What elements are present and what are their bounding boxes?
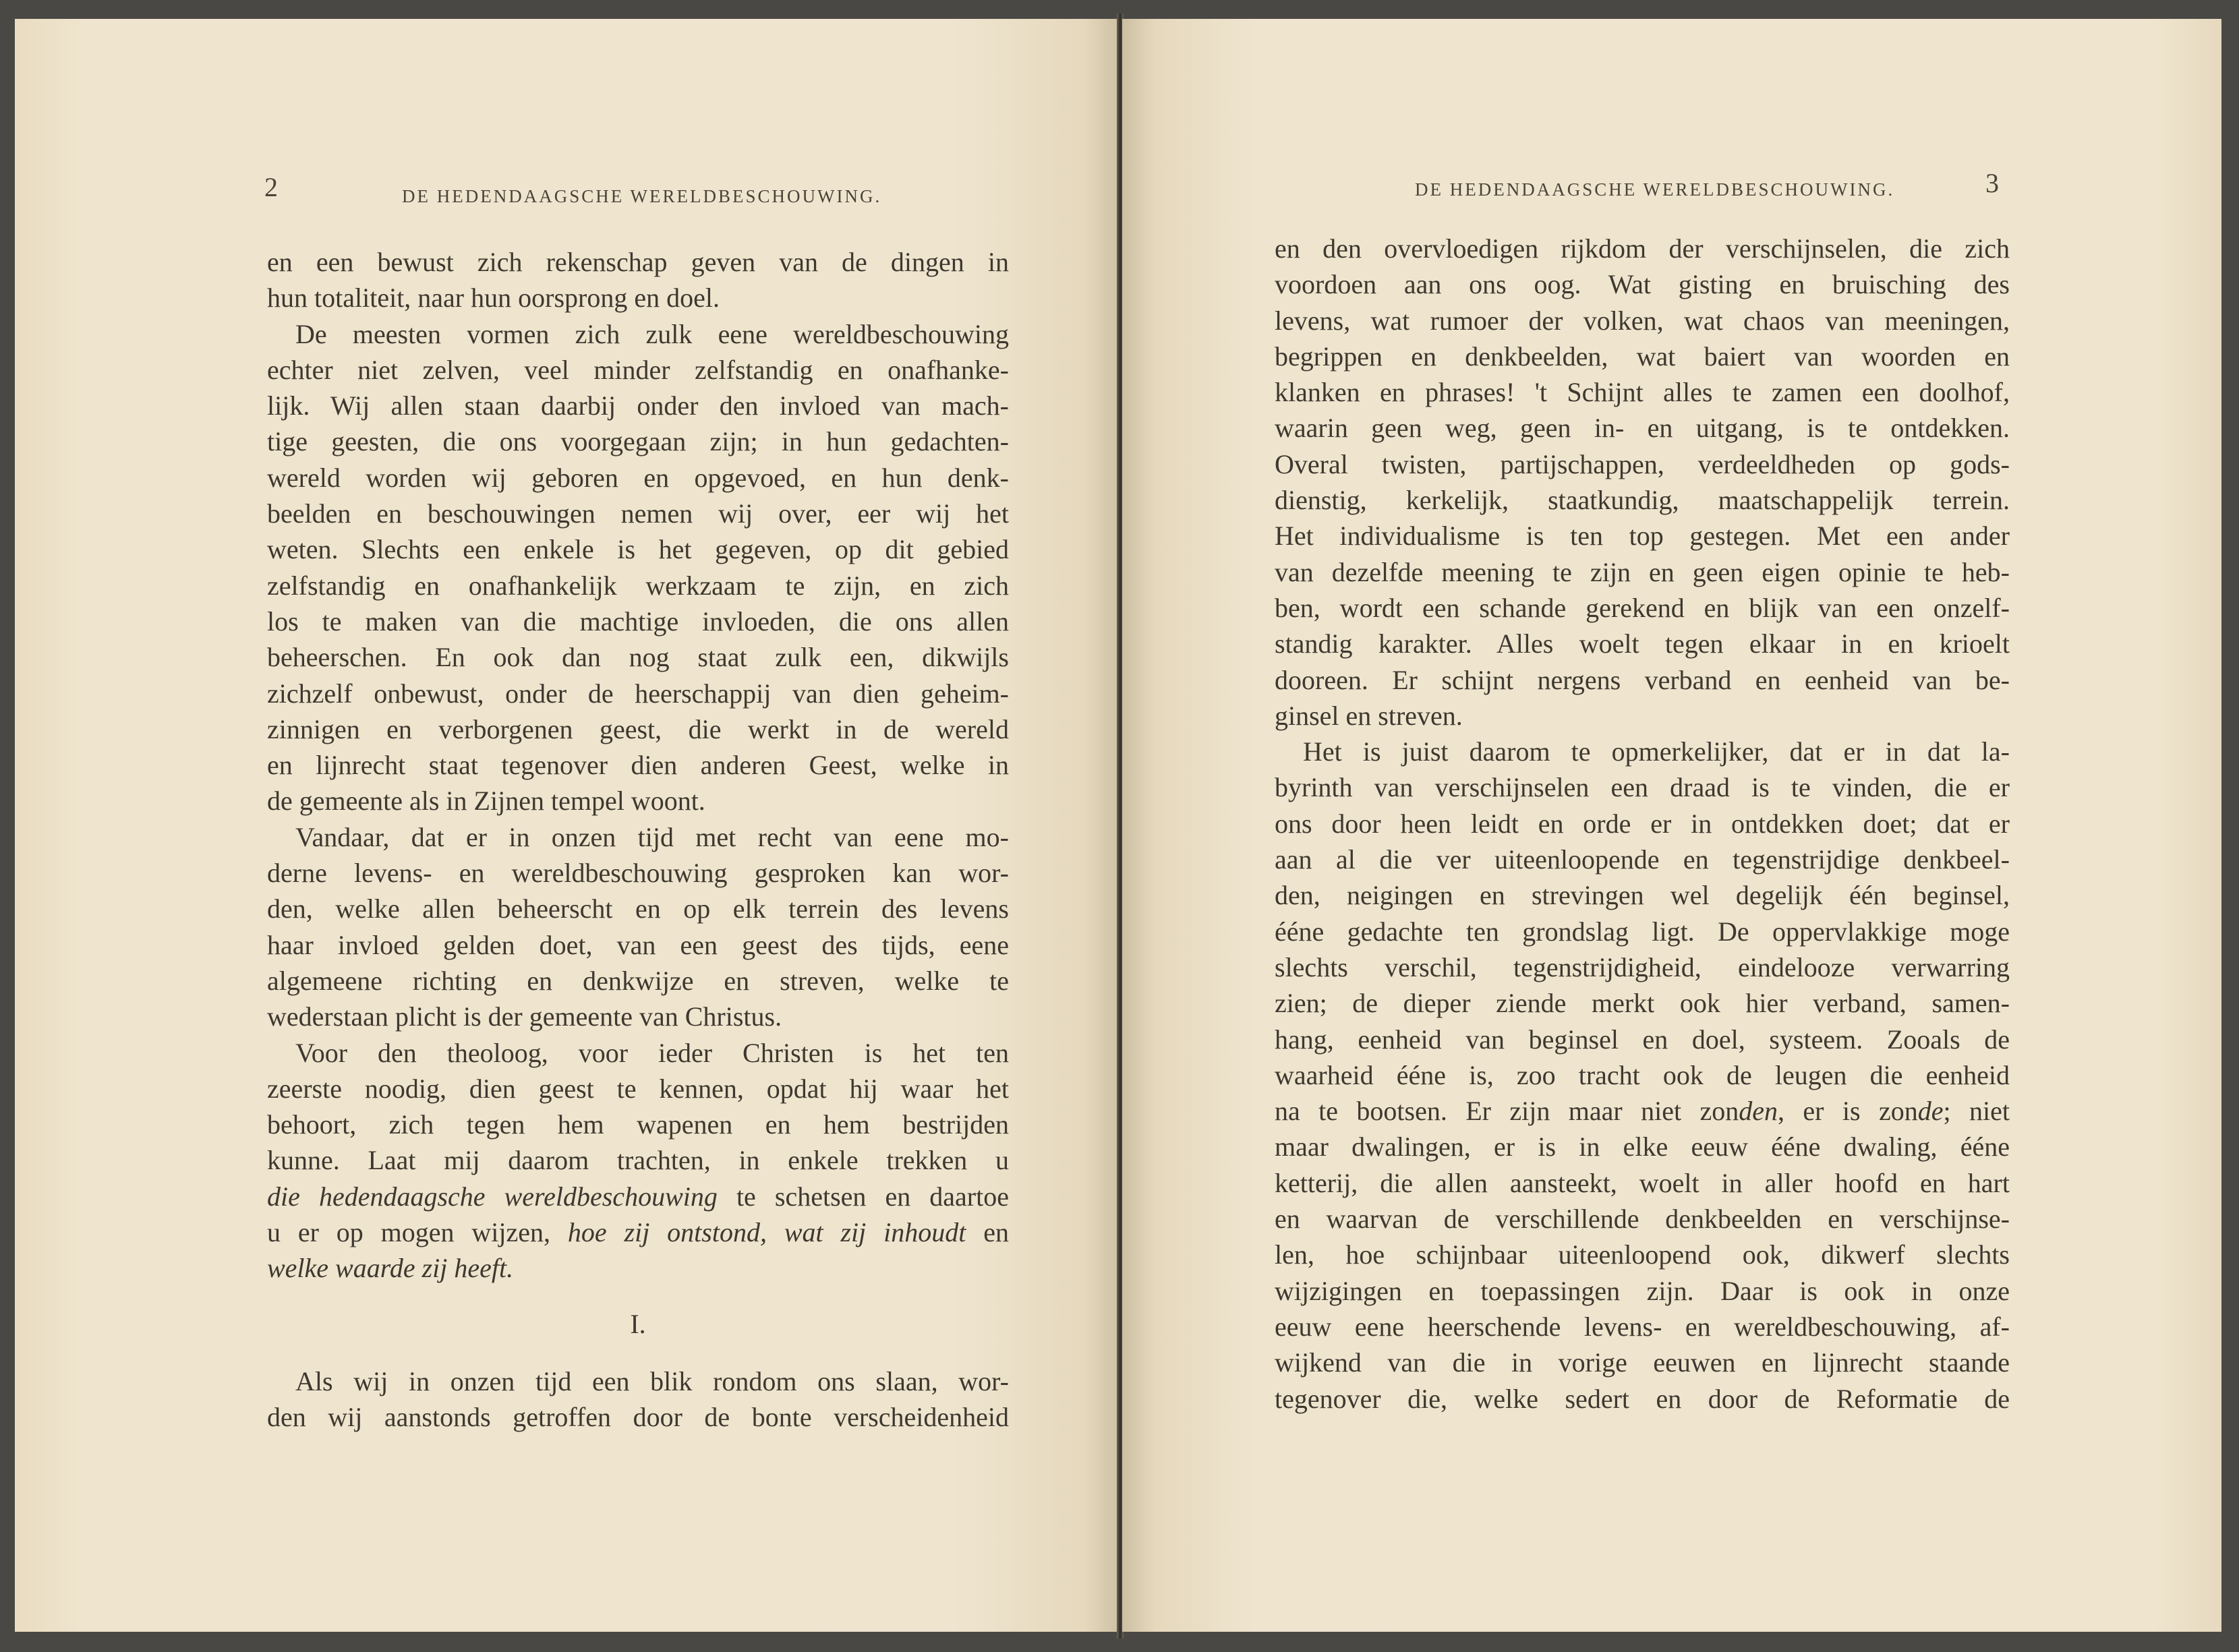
text-line: beelden en beschouwingen nemen wij over, eer wij het bbox=[267, 498, 1009, 529]
text-line: Voor den theoloog, voor ieder Christen is het ten bbox=[295, 1037, 1009, 1068]
text-fragment: , er is zon bbox=[1778, 1096, 1918, 1127]
text-line: zelfstandig en onafhankelijk werkzaam te zijn, en zich bbox=[267, 570, 1009, 601]
text-fragment: ; niet bbox=[1943, 1096, 2010, 1127]
text-line: kunne. Laat mij daarom trachten, in enkele trekken u bbox=[267, 1145, 1009, 1176]
section-numeral: I. bbox=[630, 1309, 646, 1339]
text-line: zeerste noodig, dien geest te kennen, opdat hij waar het bbox=[267, 1073, 1009, 1104]
text-line: standig karakter. Alles woelt tegen elkaar in en krioelt bbox=[1275, 628, 2010, 659]
text-line: byrinth van verschijnselen een draad is te vinden, die er bbox=[1275, 772, 2010, 803]
text-line: en waarvan de verschillende denkbeelden en verschijnse- bbox=[1275, 1204, 2010, 1235]
left-page bbox=[15, 19, 1118, 1632]
text-line: beheerschen. En ook dan nog staat zulk een, dikwijls bbox=[267, 642, 1009, 673]
text-line: wederstaan plicht is der gemeente van Christus. bbox=[267, 1001, 782, 1032]
text-line: Het is juist daarom te opmerkelijker, dat er in dat la- bbox=[1303, 736, 2010, 767]
text-line: hun totaliteit, naar hun oorsprong en doel. bbox=[267, 283, 720, 314]
text-line: waarheid ééne is, zoo tracht ook de leugen die eenheid bbox=[1275, 1059, 2010, 1090]
text-line bbox=[267, 1214, 1009, 1250]
text-line: van dezelfde meening te zijn en geen eigen opinie te heb- bbox=[1275, 556, 2010, 587]
text-line: en een bewust zich rekenschap geven van de dingen in bbox=[267, 247, 1009, 277]
text-line: ginsel en streven. bbox=[1275, 700, 1463, 731]
text-line: tegenover die, welke sedert en door de Reformatie de bbox=[1275, 1383, 2010, 1414]
text-line bbox=[267, 1179, 1009, 1214]
text-fragment: u er op mogen wijzen, bbox=[267, 1217, 568, 1248]
text-line bbox=[1275, 1093, 2010, 1129]
body-text bbox=[267, 244, 1009, 1287]
text-line: ben, wordt een schande gerekend en blijk van een onzelf- bbox=[1275, 592, 2010, 623]
text-line: De meesten vormen zich zulk eene wereldbeschouwing bbox=[295, 318, 1009, 349]
text-line: zichzelf onbewust, onder de heerschappij van dien geheim- bbox=[267, 678, 1009, 709]
text-line: dooreen. Er schijnt nergens verband en eenheid van be- bbox=[1275, 664, 2010, 695]
text-line: Het individualisme is ten top gestegen. Met een ander bbox=[1275, 521, 2010, 552]
text-line: Overal twisten, partijschappen, verdeeldheden op gods- bbox=[1275, 448, 2010, 479]
text-line: begrippen en denkbeelden, wat baiert van woorden en bbox=[1275, 341, 2010, 372]
text-line: wereld worden wij geboren en opgevoed, en hun denk- bbox=[267, 462, 1009, 493]
italic-text: hoe zij ontstond, wat zij inhoudt bbox=[567, 1217, 966, 1248]
text-line: echter niet zelven, veel minder zelfstandig en onafhanke- bbox=[267, 354, 1009, 385]
text-line: den wij aanstonds getroffen door de bonte verscheidenheid bbox=[267, 1402, 1009, 1433]
text-line: tige geesten, die ons voorgegaan zijn; in hun gedachten- bbox=[267, 426, 1009, 457]
running-head: DE HEDENDAAGSCHE WERELDBESCHOUWING. bbox=[1415, 179, 1895, 200]
italic-text: den bbox=[1739, 1096, 1778, 1127]
text-line: weten. Slechts een enkele is het gegeven, op dit gebied bbox=[267, 534, 1009, 565]
text-line: haar invloed gelden doet, van een geest des tijds, eene bbox=[267, 929, 1009, 960]
text-line: behoort, zich tegen hem wapenen en hem bestrijden bbox=[267, 1109, 1009, 1140]
italic-text: die hedendaagsche wereldbeschouwing bbox=[267, 1181, 718, 1212]
running-head: DE HEDENDAAGSCHE WERELDBESCHOUWING. bbox=[402, 186, 882, 206]
text-line: dienstig, kerkelijk, staatkundig, maatschappelijk terrein. bbox=[1275, 485, 2010, 516]
text-line: zinnigen en verborgenen geest, die werkt in de wereld bbox=[267, 713, 1009, 744]
text-line: en den overvloedigen rijkdom der verschijnselen, die zich bbox=[1275, 233, 2010, 264]
text-fragment: na te bootsen. Er zijn maar niet zon bbox=[1275, 1096, 1739, 1127]
text-line: zien; de dieper ziende merkt ook hier verband, samen- bbox=[1275, 988, 2010, 1019]
text-line: en lijnrecht staat tegenover dien anderen Geest, welke in bbox=[267, 750, 1009, 781]
text-line: Vandaar, dat er in onzen tijd met recht van eene mo- bbox=[295, 821, 1009, 852]
body-text bbox=[267, 1363, 1009, 1436]
page-number: 3 bbox=[1985, 168, 1999, 198]
text-line: wijzigingen en toepassingen zijn. Daar is ook in onze bbox=[1275, 1275, 2010, 1306]
text-line: maar dwalingen, er is in elke eeuw ééne dwaling, ééne bbox=[1275, 1131, 2010, 1162]
text-line: ons door heen leidt en orde er in ontdekken doet; dat er bbox=[1275, 808, 2010, 839]
italic-text: welke waarde zij heeft. bbox=[267, 1253, 514, 1284]
text-line: hang, eenheid van beginsel en doel, systeem. Zooals de bbox=[1275, 1024, 2010, 1055]
text-line: aan al die ver uiteenloopende en tegenstrijdige denkbeel- bbox=[1275, 844, 2010, 875]
text-line: derne levens- en wereldbeschouwing gesproken kan wor- bbox=[267, 858, 1009, 889]
text-line: lijk. Wij allen staan daarbij onder den invloed van mach- bbox=[267, 390, 1009, 421]
text-fragment: en bbox=[966, 1217, 1009, 1248]
text-line: Als wij in onzen tijd een blik rondom ons slaan, wor- bbox=[295, 1366, 1009, 1396]
italic-text: de bbox=[1917, 1096, 1944, 1127]
text-line: voordoen aan ons oog. Wat gisting en bruisching des bbox=[1275, 269, 2010, 300]
text-line: eeuw eene heerschende levens- en wereldbeschouwing, af- bbox=[1275, 1311, 2010, 1342]
text-fragment: te schetsen en daartoe bbox=[717, 1181, 1009, 1212]
right-page bbox=[1122, 19, 2221, 1632]
text-line: algemeene richting en denkwijze en streven, welke te bbox=[267, 965, 1009, 996]
page-number: 2 bbox=[264, 172, 278, 202]
text-line: len, hoe schijnbaar uiteenloopend ook, dikwerf slechts bbox=[1275, 1239, 2010, 1270]
text-line: waarin geen weg, geen in- en uitgang, is te ontdekken. bbox=[1275, 413, 2010, 444]
text-line: den, neigingen en strevingen wel degelijk één beginsel, bbox=[1275, 880, 2010, 911]
text-line: klanken en phrases! 't Schijnt alles te zamen een doolhof, bbox=[1275, 377, 2010, 408]
text-line: ééne gedachte ten grondslag ligt. De oppervlakkige moge bbox=[1275, 916, 2010, 947]
text-line: ketterij, die allen aansteekt, woelt in aller hoofd en hart bbox=[1275, 1167, 2010, 1198]
text-line: de gemeente als in Zijnen tempel woont. bbox=[267, 786, 705, 817]
text-line: los te maken van die machtige invloeden, die ons allen bbox=[267, 606, 1009, 637]
text-line: den, welke allen beheerscht en op elk terrein des levens bbox=[267, 893, 1009, 924]
text-line: levens, wat rumoer der volken, wat chaos van meeningen, bbox=[1275, 305, 2010, 336]
body-text bbox=[1275, 231, 2010, 1417]
text-line: slechts verschil, tegenstrijdigheid, eindelooze verwarring bbox=[1275, 951, 2010, 982]
text-line: wijkend van die in vorige eeuwen en lijnrecht staande bbox=[1275, 1347, 2010, 1378]
